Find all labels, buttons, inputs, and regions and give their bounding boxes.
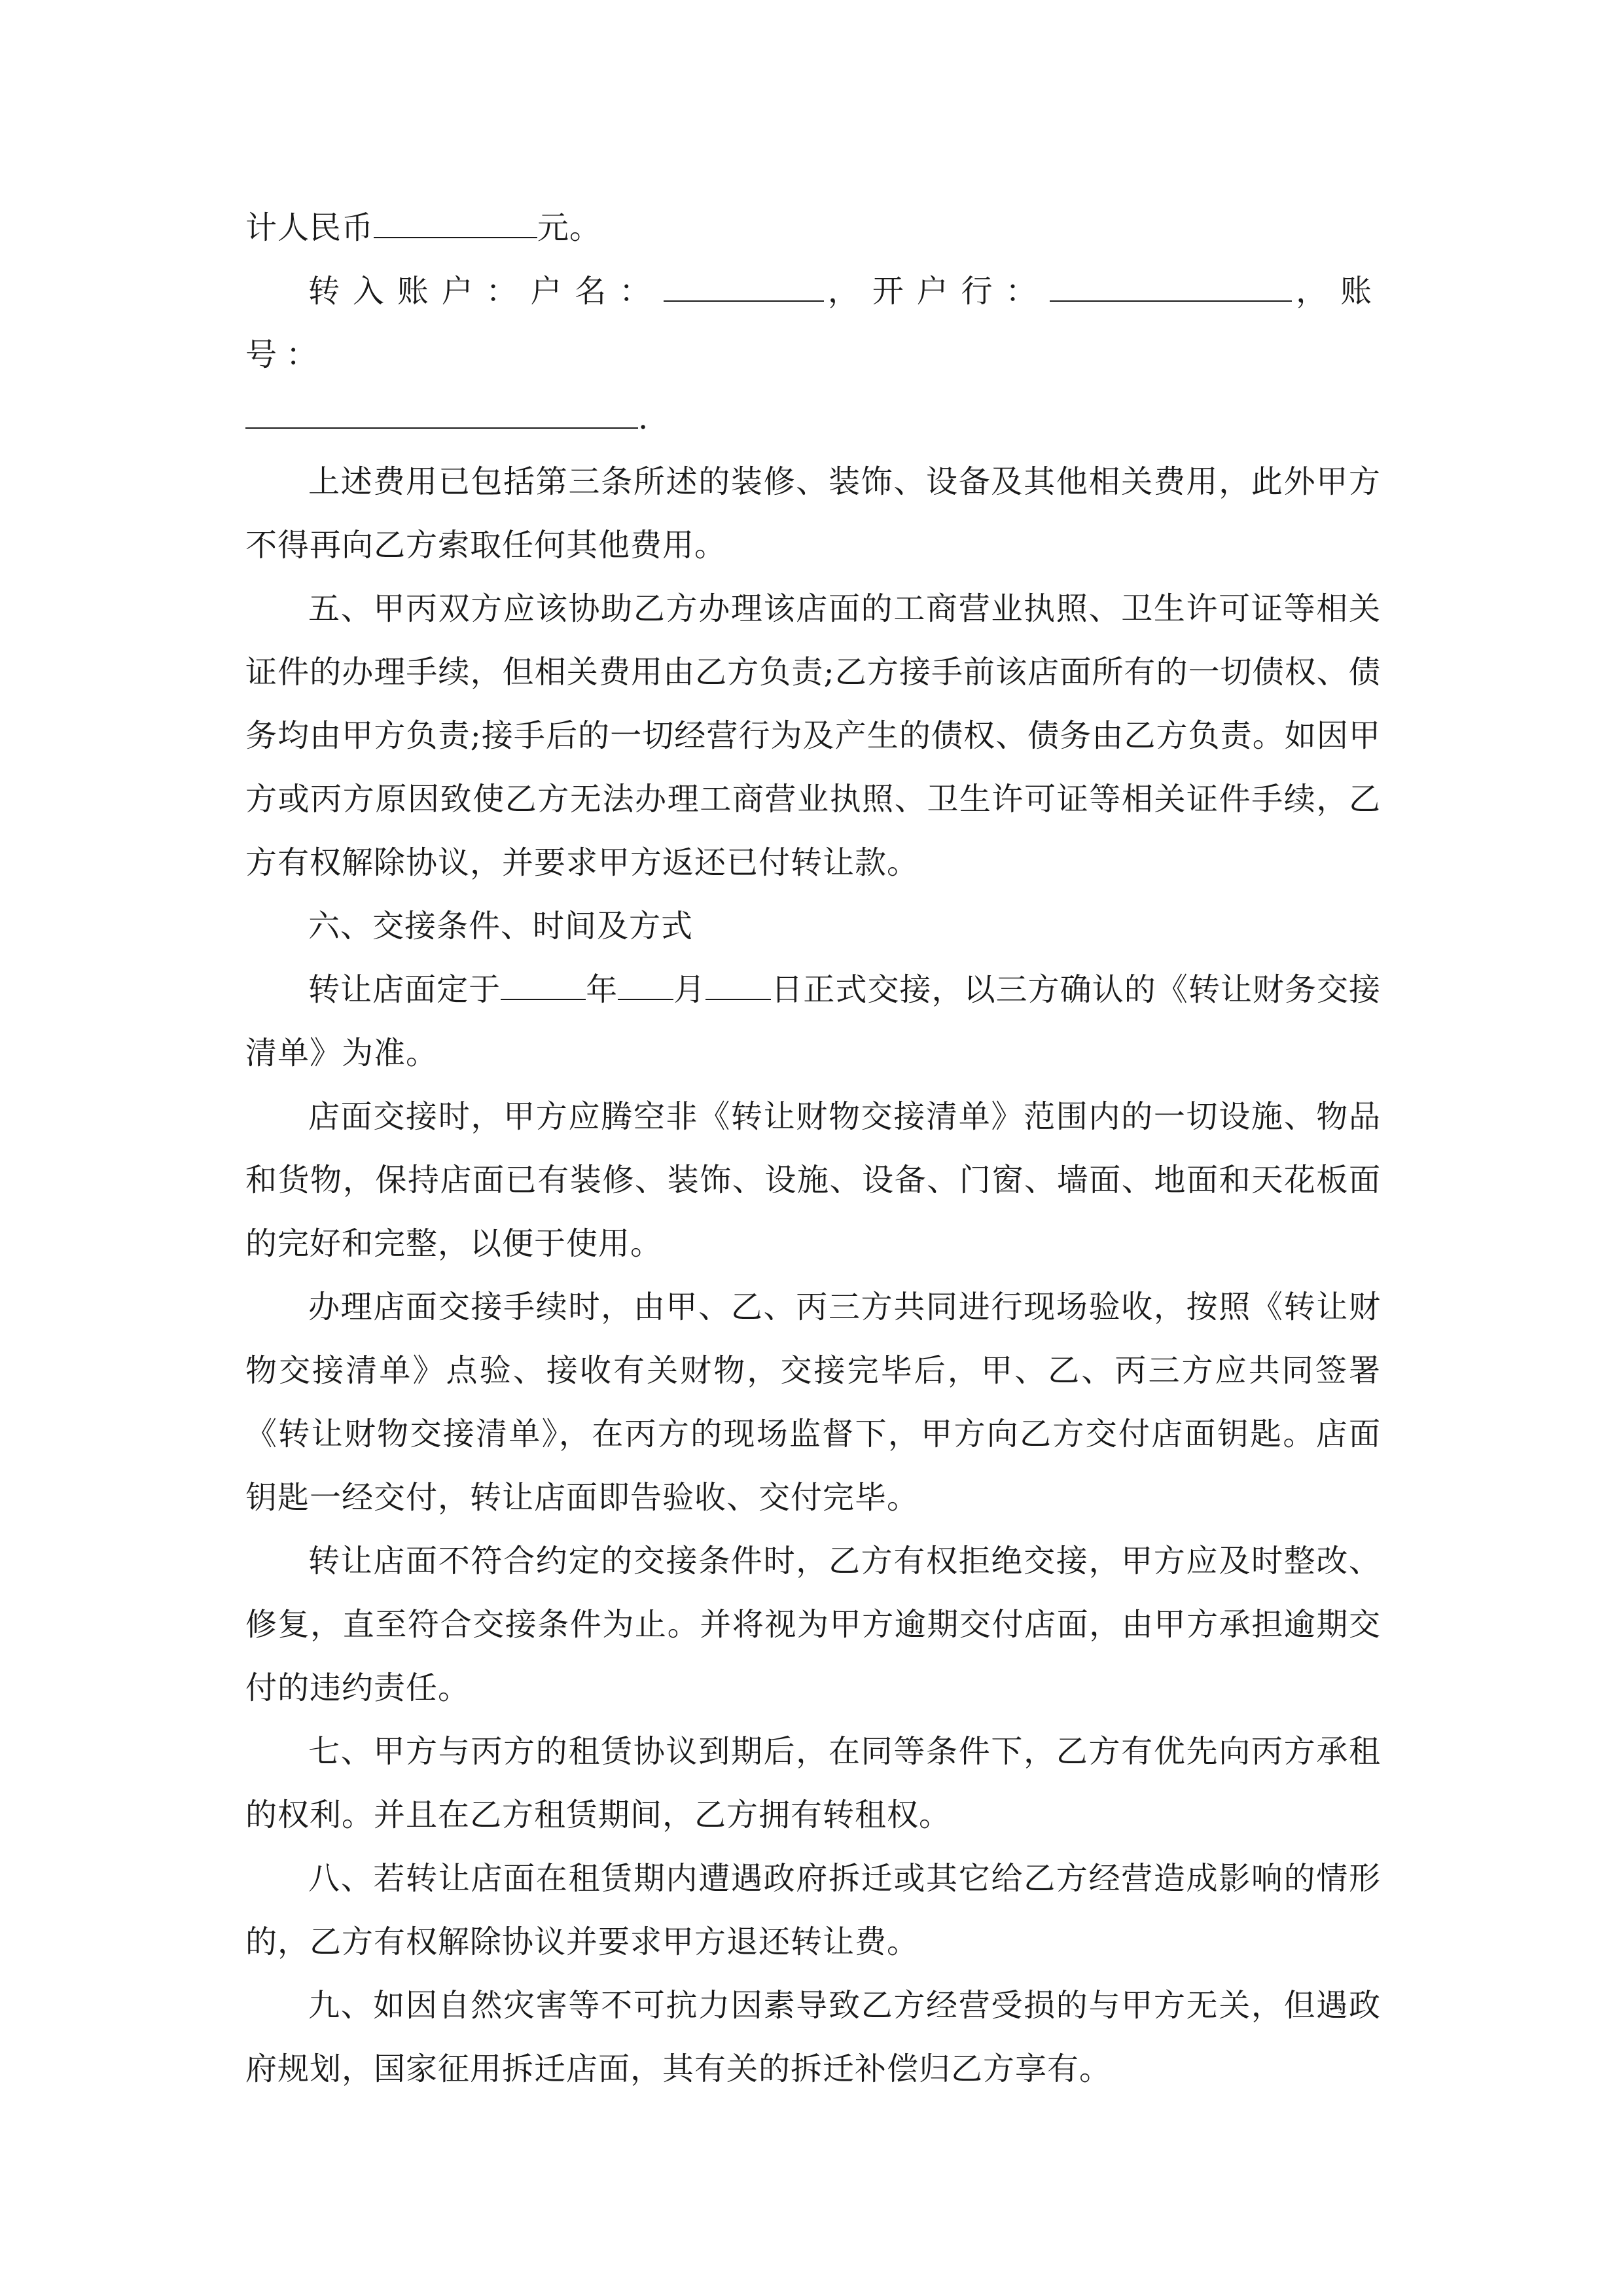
document-body [245, 196, 1381, 2101]
paragraph-amount [245, 196, 1381, 260]
bank-label: ，开户行： [823, 273, 1050, 310]
paragraph-clause-5: 五、甲丙双方应该协助乙方办理该店面的工商营业执照、卫生许可证等相关证件的办理手续，但相关费用由乙方负责;乙方接手前该店面所有的一切债权、债务均由甲方负责;接手后的一切经营行为及产生的债权、债务由乙方负责。如因甲方或丙方原因致使乙方无法办理工商营业执照、卫生许可证等相关证件手续，乙方有权解除协议，并要求甲方返还已付转让款。 [245, 590, 1381, 881]
paragraph-account-number [245, 387, 1381, 450]
paragraph-fees: 上述费用已包括第三条所述的装修、装饰、设备及其他相关费用，此外甲方不得再向乙方索取任何其他费用。 [245, 463, 1381, 564]
paragraph-clause-7: 七、甲方与丙方的租赁协议到期后，在同等条件下，乙方有优先向丙方承租的权利。并且在乙方租赁期间，乙方拥有转租权。 [245, 1733, 1381, 1833]
amount-prefix: 计人民币 [245, 209, 374, 246]
day-blank [705, 970, 771, 1000]
account-number-label: ，账号： [245, 273, 1381, 373]
account-name-blank [664, 272, 824, 302]
paragraph-handover-date [245, 958, 1381, 1085]
paragraph-account [245, 260, 1381, 387]
handover-suffix: 日正式交接，以三方确认的《转让财务交接清单》为准。 [245, 971, 1381, 1071]
bank-blank [1050, 272, 1292, 302]
amount-suffix: 元。 [537, 209, 602, 246]
paragraph-handover-rejection: 转让店面不符合约定的交接条件时，乙方有权拒绝交接，甲方应及时整改、修复，直至符合交接条件为止。并将视为甲方逾期交付店面，由甲方承担逾期交付的违约责任。 [245, 1543, 1381, 1706]
year-blank [501, 970, 586, 1000]
paragraph-handover-condition: 店面交接时，甲方应腾空非《转让财物交接清单》范围内的一切设施、物品和货物，保持店面已有装修、装饰、设施、设备、门窗、墙面、地面和天花板面的完好和完整，以便于使用。 [245, 1098, 1381, 1262]
heading-clause-6: 六、交接条件、时间及方式 [308, 908, 694, 944]
year-label: 年 [586, 971, 618, 1008]
account-number-blank [245, 399, 638, 429]
account-number-end: . [638, 400, 649, 437]
paragraph-handover-procedure: 办理店面交接手续时，由甲、乙、丙三方共同进行现场验收，按照《转让财物交接清单》点验、接收有关财物，交接完毕后，甲、乙、丙三方应共同签署《转让财物交接清单》，在丙方的现场监督下，甲方向乙方交付店面钥匙。店面钥匙一经交付，转让店面即告验收、交付完毕。 [245, 1289, 1381, 1516]
month-blank [618, 970, 673, 1000]
paragraph-clause-9: 九、如因自然灾害等不可抗力因素导致乙方经营受损的与甲方无关，但遇政府规划，国家征用拆迁店面，其有关的拆迁补偿归乙方享有。 [245, 1987, 1381, 2087]
handover-prefix: 转让店面定于 [308, 971, 501, 1008]
paragraph-clause-8: 八、若转让店面在租赁期内遭遇政府拆迁或其它给乙方经营造成影响的情形的，乙方有权解除协议并要求甲方退还转让费。 [245, 1860, 1381, 1960]
month-label: 月 [673, 971, 706, 1008]
amount-blank [374, 208, 537, 238]
account-label: 转入账户：户名： [308, 273, 664, 310]
